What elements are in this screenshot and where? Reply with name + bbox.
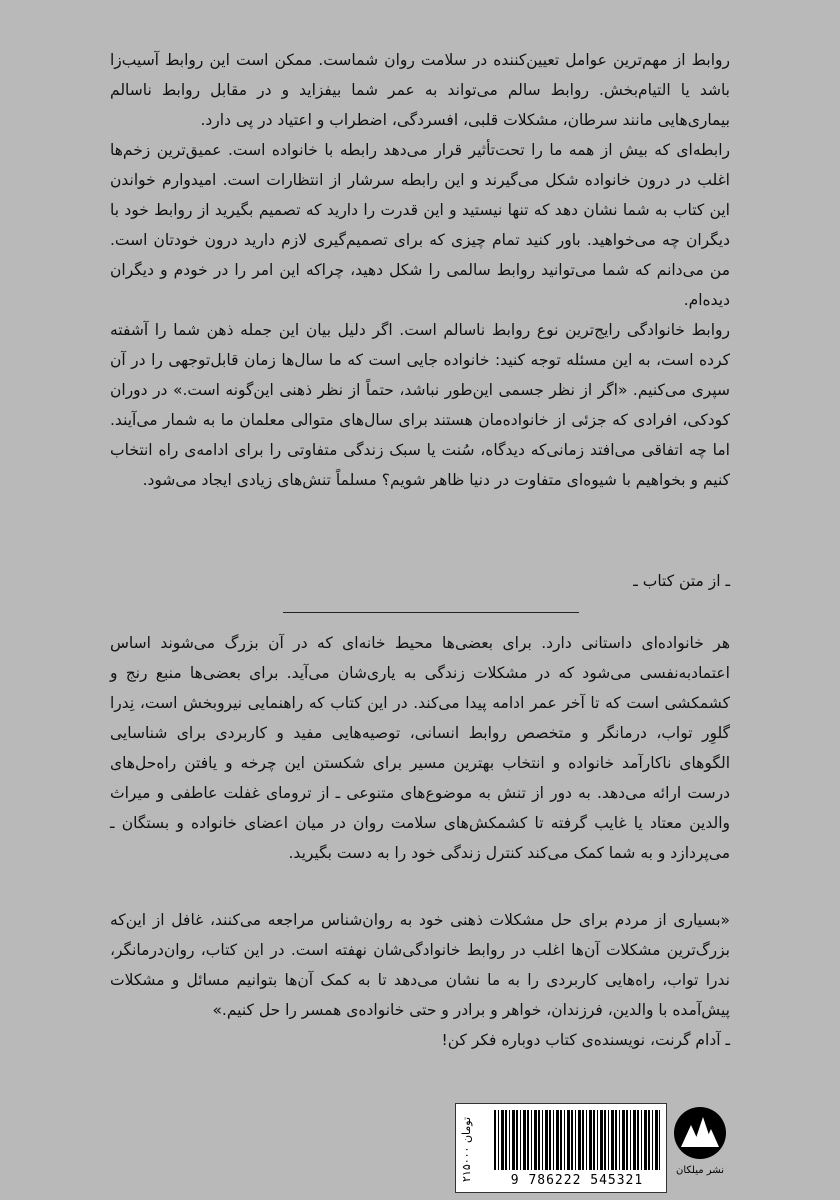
barcode-bars (494, 1110, 660, 1170)
excerpt-paragraph-3: روابط خانوادگی رایج‌ترین نوع روابط ناسالم است. اگر دلیل بیان این جمله ذهن شما را آشفته کرده است، به این مسئله توجه کنید: خانواده جایی است که ما سال‌ها زمان قابل‌توجهی را در آن سپری می‌کنیم. «اگر از نظر جسمی این‌طور نباشد، حتماً از نظر ذهنی این‌گونه است.» در دوران کودکی، افرادی که جزئی از خانواده‌مان هستند برای سال‌های متوالی معلمان ما به شمار می‌آیند. اما چه اتفاقی می‌افتد زمانی‌که دیدگاه، سُنت یا سبک زندگی متفاوتی را برای ادامه‌ی راه انتخاب کنیم و بخواهیم با شیوه‌ای متفاوت در دنیا ظاهر شویم؟ مسلماً تنش‌های زیادی ایجاد می‌شود. (110, 321, 730, 489)
mountain-logo-icon (673, 1103, 727, 1163)
barcode-number: 9 786222 545321 (510, 1173, 644, 1188)
price-label: ۲۱۵۰۰۰ تومان (460, 1116, 473, 1182)
publisher-logo (670, 1103, 730, 1191)
section-divider (283, 612, 579, 613)
endorsement-author: ـ آدام گرنت، نویسنده‌ی کتاب دوباره فکر کن! (441, 1031, 730, 1049)
excerpt-paragraph-1: روابط از مهم‌ترین عوامل تعیین‌کننده در سلامت روان شماست. ممکن است این روابط آسیب‌زا باشد یا التیام‌بخش. روابط سالم می‌تواند به عمر شما بیفزاید و در مقابل روابط ناسالم بیماری‌هایی مانند سرطان، مشکلات قلبی، افسردگی، اضطراب و اعتیاد در پی دارد. (110, 51, 730, 129)
excerpt-source: ـ از متن کتاب ـ (633, 572, 730, 590)
book-description (110, 628, 730, 868)
excerpt-paragraph-2: رابطه‌ای که بیش از همه ما را تحت‌تأثیر قرار می‌دهد رابطه با خانواده است. عمیق‌ترین زخم‌ها اغلب در درون خانواده شکل می‌گیرند و این رابطه سرشار از انتظارات است. امیدوارم خواندن این کتاب به شما نشان دهد که تنها نیستید و این قدرت را دارید که تصمیم بگیرید از روابط خود با دیگران چه می‌خواهید. باور کنید تمام چیزی که برای تصمیم‌گیری لازم دارید درون خودتان است. من می‌دانم که شما می‌توانید روابط سالمی را شکل دهید، چراکه این امر را در خودم و دیگران دیده‌ام. (110, 141, 730, 309)
book-excerpt (110, 45, 730, 495)
description-paragraph: هر خانواده‌ای داستانی دارد. برای بعضی‌ها محیط خانه‌ای که در آن بزرگ می‌شوند اساس اعتمادبه‌نفسی می‌شود که در مشکلات زندگی به یاری‌شان می‌آید. برای بعضی‌ها منبع رنج و کشمکشی است که تا آخر عمر ادامه پیدا می‌کند. در این کتاب که راهنمایی نیروبخش است، نِدرا گلوِر تواب، درمانگر و متخصص روابط انسانی، توصیه‌هایی مفید و کاربردی برای شناسایی الگوهای ناکارآمد خانواده و انتخاب بهترین مسیر برای شکستن این چرخه و یافتن راه‌حل‌های درست ارائه می‌دهد. به دور از تنش به موضوع‌های متنوعی ـ از ترومای غفلت عاطفی و میراث والدین معتاد یا غایب گرفته تا کشمکش‌های سلامت روان در میان اعضای خانواده و بستگان ـ می‌پردازد و به شما کمک می‌کند کنترل زندگی خود را به دست بگیرید. (110, 634, 730, 862)
endorsement (110, 905, 730, 1055)
publisher-name: نشر میلکان (676, 1165, 724, 1176)
isbn-barcode (455, 1103, 667, 1193)
endorsement-quote: «بسیاری از مردم برای حل مشکلات ذهنی خود به روان‌شناس مراجعه می‌کنند، غافل از این‌که بزرگ‌ترین مشکلات آن‌ها اغلب در روابط خانوادگی‌شان نهفته است. در این کتاب، روان‌درمانگر، ندرا تواب، راه‌هایی کاربردی را به ما نشان می‌دهد تا به کمک آن‌ها بتوانیم مسائل و مشکلات پیش‌آمده با والدین، فرزندان، خواهر و برادر و حتی خانواده‌ی همسر را حل کنیم.» (110, 911, 730, 1019)
